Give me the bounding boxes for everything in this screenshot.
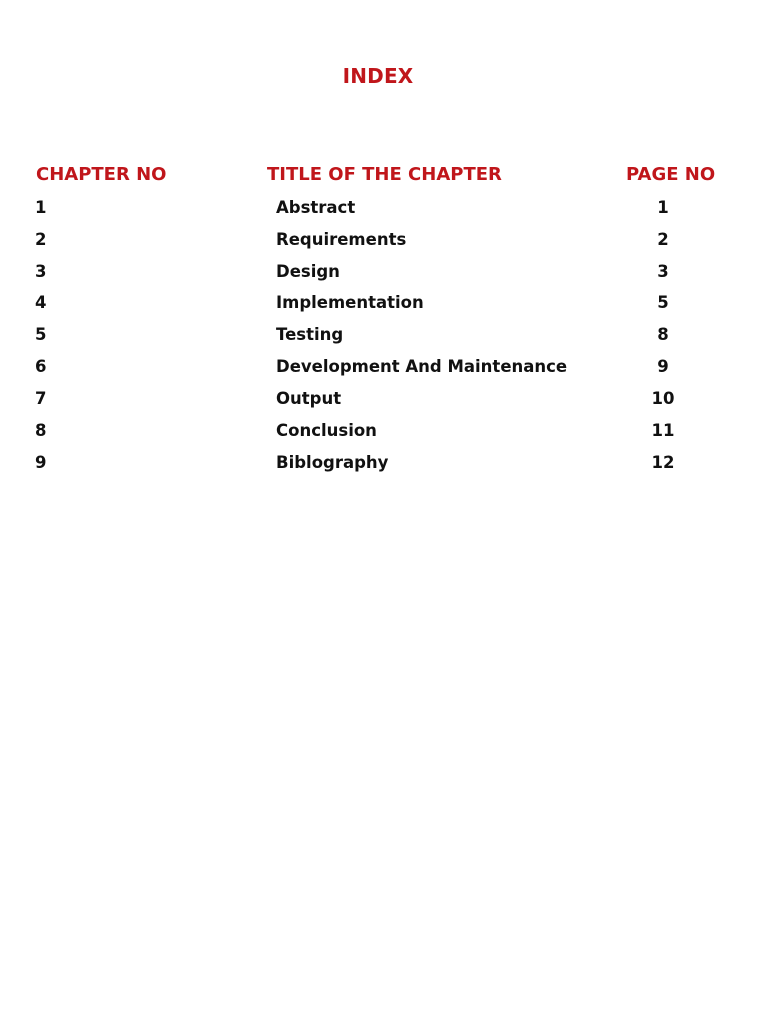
table-row [0, 325, 768, 349]
chapter-number: 4 [35, 293, 47, 312]
table-row [0, 421, 768, 445]
chapter-title: Requirements [276, 230, 407, 249]
table-row [0, 293, 768, 317]
header-page-no: PAGE NO [626, 164, 716, 185]
page-number: 12 [651, 453, 675, 472]
page-number: 9 [657, 357, 669, 376]
page-title: INDEX [342, 64, 414, 88]
page-number: 10 [651, 389, 675, 408]
chapter-title: Development And Maintenance [276, 357, 568, 376]
chapter-number: 8 [35, 421, 47, 440]
chapter-number: 7 [35, 389, 47, 408]
page-number: 2 [657, 230, 669, 249]
table-row [0, 198, 768, 222]
chapter-number: 6 [35, 357, 47, 376]
chapter-title: Output [276, 389, 342, 408]
chapter-number: 9 [35, 453, 47, 472]
page-number: 11 [651, 421, 675, 440]
header-chapter-no: CHAPTER NO [36, 164, 167, 185]
chapter-title: Design [276, 262, 340, 281]
table-row [0, 453, 768, 477]
chapter-number: 3 [35, 262, 47, 281]
table-row [0, 230, 768, 254]
table-header [0, 164, 768, 188]
chapter-title: Biblography [276, 453, 389, 472]
chapter-title: Testing [276, 325, 344, 344]
chapter-title: Implementation [276, 293, 424, 312]
table-row [0, 262, 768, 286]
header-chapter-title: TITLE OF THE CHAPTER [267, 164, 502, 185]
chapter-title: Abstract [276, 198, 356, 217]
page-number: 5 [657, 293, 669, 312]
chapter-number: 1 [35, 198, 47, 217]
table-row [0, 389, 768, 413]
chapter-title: Conclusion [276, 421, 377, 440]
page-number: 3 [657, 262, 669, 281]
page-number: 8 [657, 325, 669, 344]
chapter-number: 5 [35, 325, 47, 344]
page-number: 1 [657, 198, 669, 217]
table-row [0, 357, 768, 381]
chapter-number: 2 [35, 230, 47, 249]
